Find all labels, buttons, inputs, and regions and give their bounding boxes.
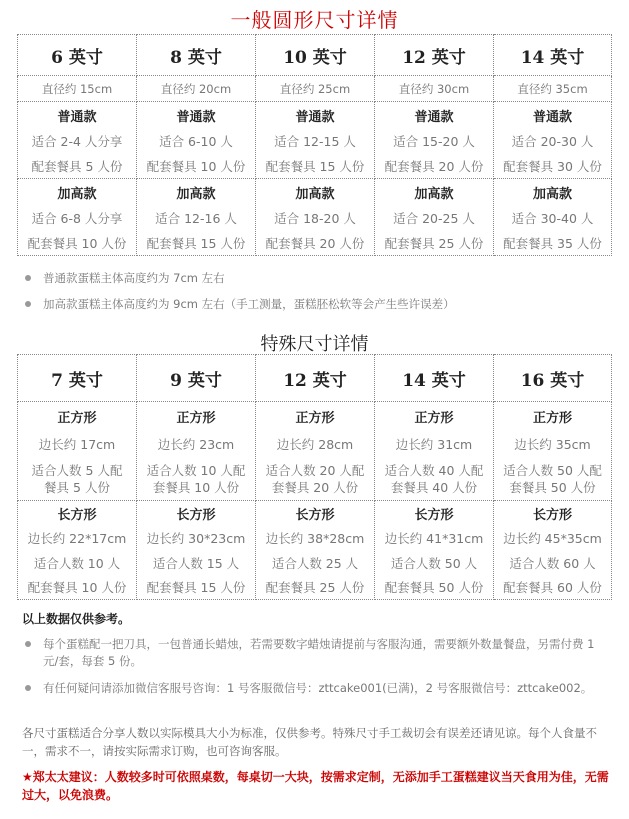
serve-line: 套餐具 40 人份: [390, 479, 478, 495]
regular-label: 普通款: [57, 109, 97, 125]
tall-label: 加高款: [295, 186, 335, 202]
square-cell: [375, 402, 494, 501]
regular-label: 普通款: [532, 109, 572, 125]
tall-tableware: 配套餐具 20 人份: [265, 235, 365, 251]
rect-side: 边长约 30*23cm: [146, 531, 246, 547]
size-cell: 16 英寸: [494, 355, 612, 402]
size-cell: 6 英寸: [18, 35, 137, 76]
rect-side: 边长约 41*31cm: [384, 531, 484, 547]
tall-tableware: 配套餐具 15 人份: [146, 235, 246, 251]
height-notes: [22, 270, 612, 322]
tall-label: 加高款: [57, 186, 97, 202]
note-text: 每个蛋糕配一把刀具，一包普通长蜡烛，若需要数字蜡烛请提前与客服沟通，需要额外数量餐盘，另需付费 1 元/套，每套 5 份。: [43, 637, 595, 668]
size-row: [18, 355, 612, 402]
rect-serves: 适合人数 25 人: [271, 555, 359, 571]
square-cell: [256, 402, 375, 501]
list-item: [22, 636, 612, 670]
size-cell: 10 英寸: [256, 35, 375, 76]
footer-notes: [22, 636, 612, 707]
regular-cell: [494, 102, 612, 179]
serve-line: 适合人数 10 人配: [146, 462, 246, 478]
tall-row: [18, 179, 612, 256]
serve-line: 适合人数 50 人配: [503, 462, 602, 478]
diameter-cell: 直径约 30cm: [375, 76, 494, 102]
size-cell: 14 英寸: [494, 35, 612, 76]
square-side: 边长约 17cm: [38, 436, 116, 452]
tall-cell: [494, 179, 612, 256]
tall-cell: [256, 179, 375, 256]
regular-cell: [256, 102, 375, 179]
square-side: 边长约 35cm: [514, 436, 591, 452]
rect-tableware: 配套餐具 50 人份: [384, 579, 484, 595]
general-size-table: [17, 34, 612, 256]
diameter-cell: 直径约 35cm: [494, 76, 612, 102]
rect-serves: 适合人数 15 人: [152, 555, 240, 571]
rect-cell: [256, 501, 375, 600]
serve-line: 适合人数 20 人配: [265, 462, 365, 478]
tall-tableware: 配套餐具 10 人份: [27, 235, 127, 251]
rect-label: 长方形: [57, 508, 97, 524]
tall-tableware: 配套餐具 25 人份: [384, 235, 484, 251]
rect-side: 边长约 38*28cm: [265, 531, 365, 547]
regular-tableware: 配套餐具 10 人份: [146, 158, 246, 174]
rect-label: 长方形: [414, 508, 454, 524]
regular-serves: 适合 12-15 人: [274, 133, 356, 149]
regular-tableware: 配套餐具 30 人份: [503, 158, 602, 174]
note-text: 普通款蛋糕主体高度约为 7cm 左右: [43, 271, 225, 285]
list-item: [22, 296, 612, 322]
square-label: 正方形: [295, 410, 335, 426]
square-serves: [385, 462, 484, 496]
bullet-icon: [25, 301, 31, 307]
square-label: 正方形: [57, 410, 97, 426]
regular-row: [18, 102, 612, 179]
rect-tableware: 配套餐具 10 人份: [27, 579, 127, 595]
serve-line: 套餐具 20 人份: [271, 479, 359, 495]
diameter-cell: 直径约 25cm: [256, 76, 375, 102]
square-side: 边长约 31cm: [395, 436, 473, 452]
rect-label: 长方形: [532, 508, 572, 524]
tall-serves: 适合 20-25 人: [393, 210, 475, 226]
diameter-cell: 直径约 20cm: [137, 76, 256, 102]
disclaimer-paragraph: 各尺寸蛋糕适合分享人数以实际模具大小为标准，仅供参考。特殊尺寸手工裁切会有误差还请见谅。每个人食量不一，需求不一，请按实际需求订购，也可咨询客服。: [22, 726, 597, 758]
rect-serves: 适合人数 10 人: [33, 555, 121, 571]
rect-serves: 适合人数 60 人: [509, 555, 596, 571]
size-row: [18, 35, 612, 76]
list-item: [22, 270, 612, 296]
serve-line: 套餐具 10 人份: [152, 479, 240, 495]
rect-cell: [494, 501, 612, 600]
rect-cell: [137, 501, 256, 600]
tall-label: 加高款: [414, 186, 454, 202]
reference-note: 以上数据仅供参考。: [22, 612, 131, 626]
note-text: 加高款蛋糕主体高度约为 9cm 左右（手工测量，蛋糕胚松软等会产生些许误差）: [43, 297, 455, 311]
size-cell: 8 英寸: [137, 35, 256, 76]
general-title: 一般圆形尺寸详情: [230, 8, 399, 32]
square-serves: [147, 462, 246, 496]
rect-tableware: 配套餐具 60 人份: [503, 579, 602, 595]
size-cell: 7 英寸: [18, 355, 137, 402]
rect-row: [18, 501, 612, 600]
rect-side: 边长约 45*35cm: [503, 531, 602, 547]
regular-label: 普通款: [414, 109, 454, 125]
bullet-icon: [25, 275, 31, 281]
square-serves: [503, 462, 602, 496]
square-side: 边长约 28cm: [276, 436, 354, 452]
advice-text: ★郑太太建议：人数较多时可依照桌数，每桌切一大块，按需求定制，无添加手工蛋糕建议当天食用为佳，无需过大，以免浪费。: [22, 770, 609, 802]
note-text: 有任何疑问请添加微信客服号咨询：1 号客服微信号：zttcake001(已满)，2 号客服微信号：zttcake002。: [43, 681, 593, 695]
regular-label: 普通款: [295, 109, 335, 125]
regular-serves: 适合 15-20 人: [393, 133, 475, 149]
square-label: 正方形: [414, 410, 454, 426]
special-size-table: [17, 354, 612, 600]
regular-tableware: 配套餐具 15 人份: [265, 158, 365, 174]
diameter-row: [18, 76, 612, 102]
tall-serves: 适合 18-20 人: [274, 210, 356, 226]
square-side: 边长约 23cm: [157, 436, 235, 452]
square-row: [18, 402, 612, 501]
list-item: [22, 680, 612, 697]
regular-serves: 适合 2-4 人分享: [31, 133, 123, 149]
regular-serves: 适合 6-10 人: [159, 133, 233, 149]
diameter-cell: 直径约 15cm: [18, 76, 137, 102]
square-label: 正方形: [532, 410, 572, 426]
square-cell: [494, 402, 612, 501]
tall-serves: 适合 12-16 人: [155, 210, 237, 226]
regular-tableware: 配套餐具 5 人份: [31, 158, 123, 174]
square-label: 正方形: [176, 410, 216, 426]
tall-cell: [375, 179, 494, 256]
square-cell: [137, 402, 256, 501]
regular-cell: [18, 102, 137, 179]
rect-tableware: 配套餐具 25 人份: [265, 579, 365, 595]
square-serves: [32, 462, 123, 496]
tall-cell: [18, 179, 137, 256]
serve-line: 适合人数 40 人配: [384, 462, 484, 478]
bullet-icon: [25, 641, 31, 647]
regular-tableware: 配套餐具 20 人份: [384, 158, 484, 174]
rect-label: 长方形: [176, 508, 216, 524]
rect-cell: [375, 501, 494, 600]
size-cell: 12 英寸: [375, 35, 494, 76]
rect-label: 长方形: [295, 508, 335, 524]
serve-line: 适合人数 5 人配: [31, 462, 123, 478]
size-cell: 12 英寸: [256, 355, 375, 402]
tall-serves: 适合 30-40 人: [511, 210, 594, 226]
square-serves: [266, 462, 365, 496]
tall-serves: 适合 6-8 人分享: [31, 210, 123, 226]
rect-side: 边长约 22*17cm: [27, 531, 127, 547]
bullet-icon: [25, 685, 31, 691]
regular-serves: 适合 20-30 人: [511, 133, 594, 149]
tall-label: 加高款: [532, 186, 572, 202]
tall-tableware: 配套餐具 35 人份: [503, 235, 602, 251]
rect-cell: [18, 501, 137, 600]
regular-label: 普通款: [176, 109, 216, 125]
serve-line: 餐具 5 人份: [44, 479, 110, 495]
tall-cell: [137, 179, 256, 256]
size-cell: 9 英寸: [137, 355, 256, 402]
serve-line: 套餐具 50 人份: [509, 479, 596, 495]
special-title: 特殊尺寸详情: [260, 334, 369, 355]
size-cell: 14 英寸: [375, 355, 494, 402]
tall-label: 加高款: [176, 186, 216, 202]
square-cell: [18, 402, 137, 501]
rect-tableware: 配套餐具 15 人份: [146, 579, 246, 595]
rect-serves: 适合人数 50 人: [390, 555, 478, 571]
regular-cell: [375, 102, 494, 179]
regular-cell: [137, 102, 256, 179]
